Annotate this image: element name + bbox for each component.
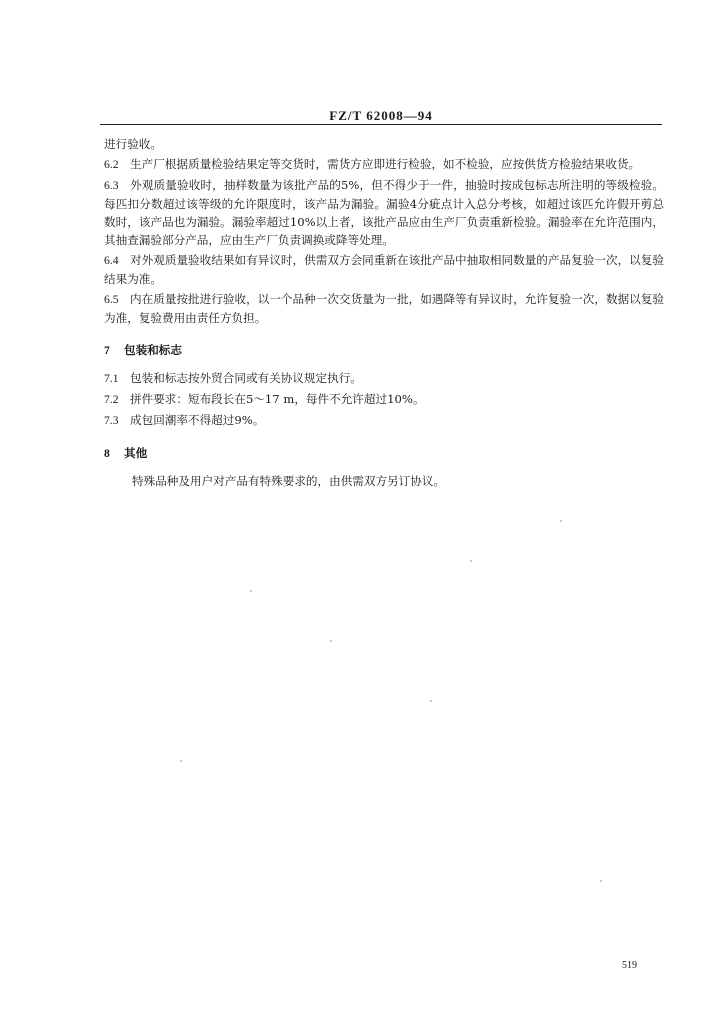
scan-speck	[600, 880, 602, 882]
clause-text: 成包回潮率不得超过9%。	[130, 413, 265, 427]
scan-speck	[430, 700, 432, 702]
clause-number: 6.2	[104, 158, 119, 171]
clause-text: 生产厂根据质量检验结果定等交货时，需货方应即进行检验，如不检验，应按供货方检验结果收货。	[130, 157, 641, 171]
clause-6-5	[104, 290, 664, 327]
scan-speck	[330, 640, 332, 642]
section-8-text	[104, 472, 664, 490]
section-7-heading	[104, 341, 664, 360]
clause-7-2	[104, 390, 664, 409]
clause-text: 对外观质量验收结果如有异议时，供需双方会同重新在该批产品中抽取相同数量的产品复验一次，以复验结果为准。	[104, 253, 664, 286]
clause-text: 包装和标志按外贸合同或有关协议规定执行。	[130, 371, 362, 385]
clause-6-3	[104, 176, 664, 249]
clause-number: 6.3	[104, 179, 119, 192]
section-number: 8	[104, 447, 110, 460]
clause-text: 拼件要求：短布段长在5～17 m，每件不允许超过10%。	[130, 392, 425, 406]
clause-text: 外观质量验收时，抽样数量为该批产品的5%，但不得少于一件，抽验时按成包标志所注明的等级检验。每匹扣分数超过该等级的允许限度时，该产品为漏验。漏验4分疵点计入总分考核，如超过该匹允许假开剪总数时，该产品也为漏验。漏验率超过10%以上者，该批产品应由生产厂负责重新检验。漏验率在允许范围内，其抽查漏验部分产品，应由生产厂负责调换或降等处理。	[104, 178, 664, 247]
scan-speck	[180, 760, 182, 762]
page-body	[104, 135, 664, 492]
clause-text: 内在质量按批进行验收，以一个品种一次交货量为一批，如遇降等有异议时，允许复验一次，数据以复验为准，复验费用由责任方负担。	[104, 292, 664, 325]
section-8-heading	[104, 444, 664, 463]
document-code-header: FZ/T 62008—94	[329, 108, 433, 123]
section-title: 其他	[124, 446, 148, 460]
clause-number: 6.4	[104, 254, 119, 267]
section-title: 包装和标志	[124, 343, 182, 357]
clause-6-4	[104, 251, 664, 288]
clause-number: 7.1	[104, 372, 119, 385]
paragraph-continuation	[104, 135, 664, 153]
clause-7-1	[104, 369, 664, 388]
clause-number: 7.2	[104, 393, 119, 406]
section-number: 7	[104, 344, 110, 357]
clause-6-2	[104, 155, 664, 174]
clause-number: 7.3	[104, 414, 119, 427]
scan-speck	[250, 590, 252, 592]
clause-text: 特殊品种及用户对产品有特殊要求的，由供需双方另订协议。	[132, 474, 446, 488]
clause-number: 6.5	[104, 293, 119, 306]
scan-speck	[560, 520, 562, 522]
scan-speck	[470, 560, 472, 562]
paragraph-text: 进行验收。	[104, 137, 162, 151]
page-number: 519	[622, 960, 637, 971]
clause-7-3	[104, 411, 664, 430]
header-rule	[100, 124, 662, 125]
